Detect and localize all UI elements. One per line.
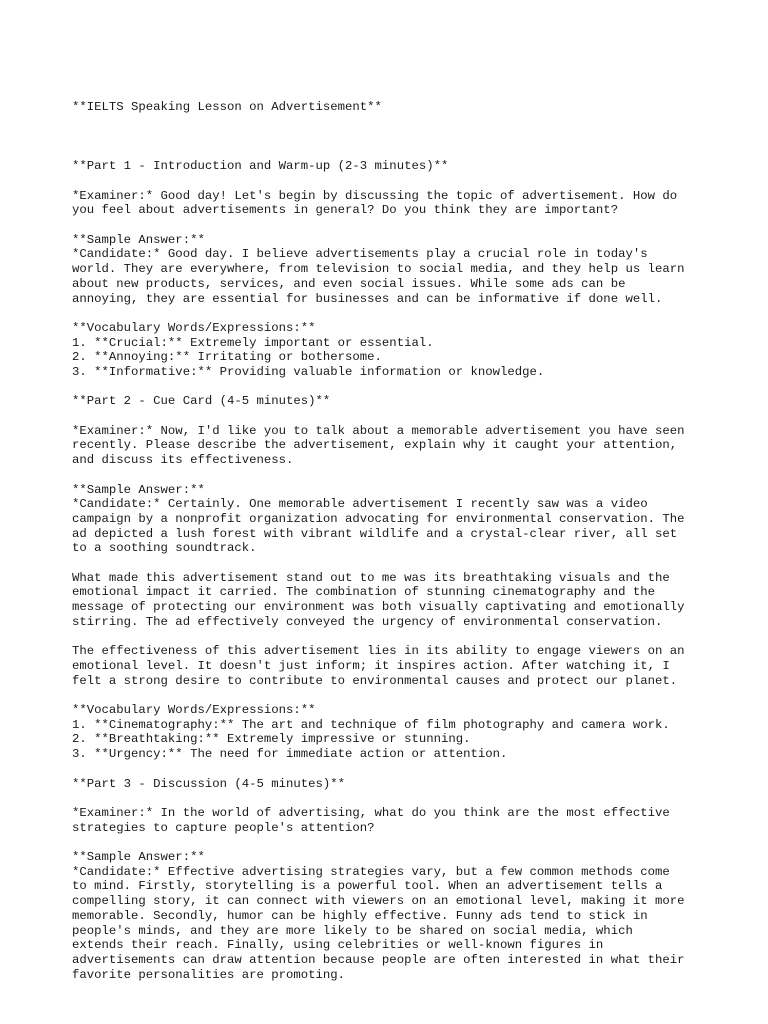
text-line: compelling story, it can connect with viewers on an emotional level, making it more — [72, 894, 685, 909]
text-line: emotional level. It doesn't just inform; it inspires action. After watching it, I — [72, 658, 670, 673]
text-line: **Sample Answer:** — [72, 850, 205, 865]
text-line: ad depicted a lush forest with vibrant wildlife and a crystal-clear river, all set — [72, 526, 678, 541]
part1-heading — [72, 159, 712, 174]
text-line: **Vocabulary Words/Expressions:** — [72, 320, 316, 335]
text-line: 1. **Cinematography:** The art and technique of film photography and camera work. — [72, 717, 670, 732]
text-line: stirring. The ad effectively conveyed the urgency of environmental conservation. — [72, 614, 663, 629]
text-line: advertisements can draw attention because people are often interested in what their — [72, 952, 685, 967]
text-line: **Part 3 - Discussion (4-5 minutes)** — [72, 776, 346, 791]
text-line: *Examiner:* In the world of advertising, what do you think are the most effective — [72, 805, 670, 820]
text-line: 2. **Annoying:** Irritating or bothersome. — [72, 350, 382, 365]
text-line: **Part 1 - Introduction and Warm-up (2-3 minutes)** — [72, 159, 449, 174]
text-line: recently. Please describe the advertisement, explain why it caught your attention, — [72, 438, 678, 453]
text-line: *Candidate:* Certainly. One memorable advertisement I recently saw was a video — [72, 497, 648, 512]
text-line: What made this advertisement stand out to me was its breathtaking visuals and the — [72, 570, 670, 585]
text-line: emotional impact it carried. The combination of stunning cinematography and the — [72, 585, 655, 600]
text-line: 2. **Breathtaking:** Extremely impressive or stunning. — [72, 732, 471, 747]
text-line: **Sample Answer:** — [72, 482, 205, 497]
text-line: **Sample Answer:** — [72, 232, 205, 247]
part2-answer-effectiveness — [72, 644, 712, 688]
text-line: memorable. Secondly, humor can be highly effective. Funny ads tend to stick in — [72, 908, 648, 923]
document-title — [72, 71, 712, 145]
part1-examiner — [72, 189, 712, 218]
document-title-text: **IELTS Speaking Lesson on Advertisement** — [72, 100, 382, 115]
text-line: strategies to capture people's attention? — [72, 820, 375, 835]
text-line: felt a strong desire to contribute to environmental causes and protect our planet. — [72, 673, 678, 688]
text-line: people's minds, and they are more likely to be shared on social media, which — [72, 923, 633, 938]
part2-examiner — [72, 424, 712, 468]
text-line: extends their reach. Finally, using celebrities or well-known figures in — [72, 938, 604, 953]
part2-heading — [72, 394, 712, 409]
text-line: favorite personalities are promoting. — [72, 967, 346, 982]
text-line: *Examiner:* Now, I'd like you to talk about a memorable advertisement you have seen — [72, 423, 685, 438]
part1-sample-answer — [72, 233, 712, 307]
text-line: to a soothing soundtrack. — [72, 541, 257, 556]
text-line: **Vocabulary Words/Expressions:** — [72, 703, 316, 718]
text-line: to mind. Firstly, storytelling is a powerful tool. When an advertisement tells a — [72, 879, 663, 894]
text-line: you feel about advertisements in general? Do you think they are important? — [72, 203, 619, 218]
part2-answer-continued — [72, 571, 712, 630]
text-line: annoying, they are essential for businesses and can be informative if done well. — [72, 291, 663, 306]
text-line: *Candidate:* Effective advertising strategies vary, but a few common methods come — [72, 864, 670, 879]
document-body — [72, 71, 712, 997]
text-line: and discuss its effectiveness. — [72, 453, 294, 468]
text-line: **Part 2 - Cue Card (4-5 minutes)** — [72, 394, 331, 409]
part1-vocabulary — [72, 321, 712, 380]
text-line: campaign by a nonprofit organization advocating for environmental conservation. The — [72, 511, 685, 526]
part2-vocabulary — [72, 703, 712, 762]
text-line: *Candidate:* Good day. I believe advertisements play a crucial role in today's — [72, 247, 648, 262]
part3-heading — [72, 777, 712, 792]
text-line: The effectiveness of this advertisement lies in its ability to engage viewers on an — [72, 644, 685, 659]
part2-sample-answer — [72, 483, 712, 557]
text-line: 1. **Crucial:** Extremely important or essential. — [72, 335, 434, 350]
text-line: message of protecting our environment was both visually captivating and emotionally — [72, 600, 685, 615]
text-line: world. They are everywhere, from television to social media, and they help us learn — [72, 262, 685, 277]
text-line: 3. **Urgency:** The need for immediate action or attention. — [72, 747, 508, 762]
text-line: 3. **Informative:** Providing valuable information or knowledge. — [72, 365, 545, 379]
text-line: *Examiner:* Good day! Let's begin by discussing the topic of advertisement. How do — [72, 188, 678, 203]
part3-examiner — [72, 806, 712, 835]
part3-sample-answer — [72, 850, 712, 982]
text-line: about new products, services, and even social issues. While some ads can be — [72, 276, 626, 291]
